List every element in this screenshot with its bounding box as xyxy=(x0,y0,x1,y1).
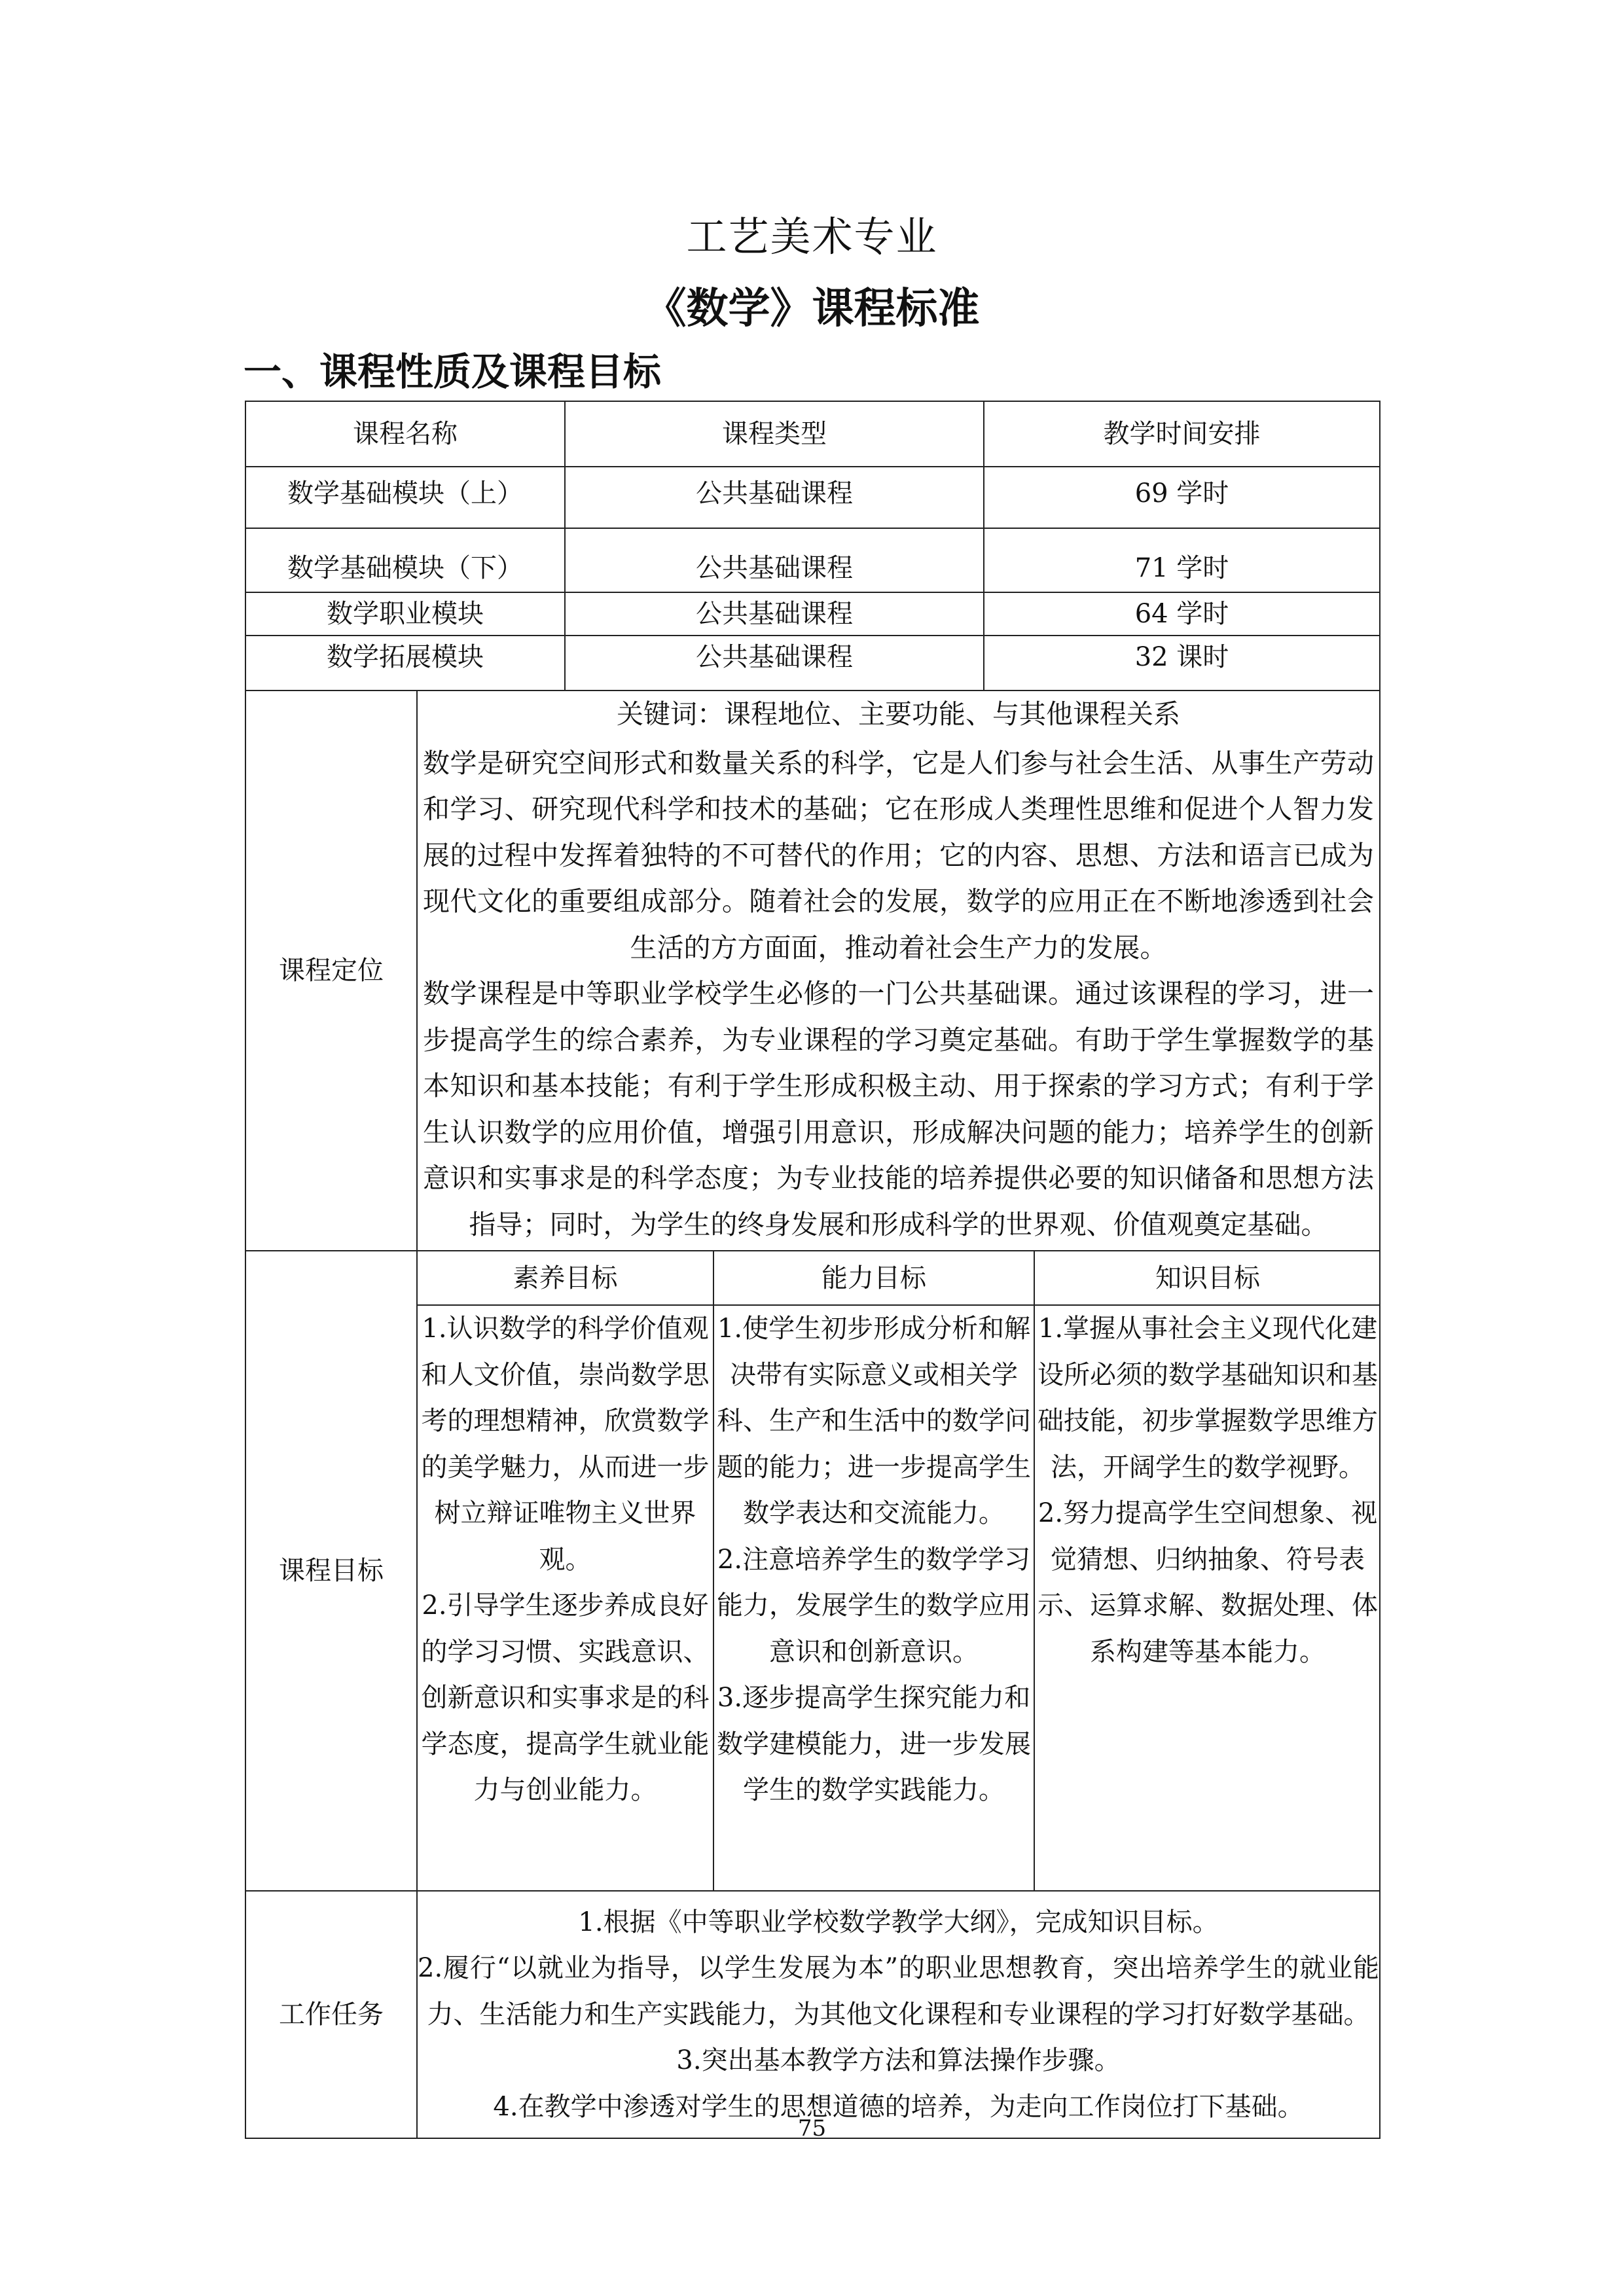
course-name-cell: 数学基础模块（上） xyxy=(245,467,565,528)
document-subtitle: 《数学》课程标准 xyxy=(644,285,980,333)
goals-label: 课程目标 xyxy=(245,1251,417,1891)
goal-item: 2.注意培养学生的数学学习能力，发展学生的数学应用意识和创新意识。 xyxy=(717,1544,1031,1667)
goal-item: 1.认识数学的科学价值观和人文价值，崇尚数学思考的理想精神，欣赏数学的美学魅力，从而进一步树立辩证唯物主义世界观。 xyxy=(421,1314,710,1575)
tasks-label: 工作任务 xyxy=(245,1891,417,2138)
ability-goals xyxy=(713,1305,1034,1890)
positioning-paragraph: 数学课程是中等职业学校学生必修的一门公共基础课。通过该课程的学习，进一步提高学生的综合素养，为专业课程的学习奠定基础。有助于学生掌握数学的基本知识和基本技能；有利于学生形成积极主动、用于探索的学习方式；有利于学生认识数学的应用价值，增强引用意识，形成解决问题的能力；培养学生的创新意识和实事求是的科学态度；为专业技能的培养提供必要的知识储备和思想方法指导；同时，为学生的终身发展和形成科学的世界观、价值观奠定基础。 xyxy=(423,978,1374,1240)
course-type-cell: 公共基础课程 xyxy=(565,467,984,528)
course-hours-cell: 69 学时 xyxy=(984,467,1380,528)
table-row xyxy=(245,528,1380,592)
course-name-cell: 数学基础模块（下） xyxy=(245,528,565,592)
course-hours-cell: 32 课时 xyxy=(984,636,1380,691)
positioning-content xyxy=(417,691,1380,1251)
header-course-type: 课程类型 xyxy=(565,401,984,467)
positioning-keywords: 关键词：课程地位、主要功能、与其他课程关系 xyxy=(617,698,1180,730)
goal-header-ability: 能力目标 xyxy=(713,1251,1034,1305)
course-name-cell: 数学职业模块 xyxy=(245,592,565,636)
table-row xyxy=(245,636,1380,691)
positioning-label: 课程定位 xyxy=(245,691,417,1251)
goal-header-knowledge: 知识目标 xyxy=(1034,1251,1380,1305)
positioning-paragraph: 数学是研究空间形式和数量关系的科学，它是人们参与社会生活、从事生产劳动和学习、研究现代科学和技术的基础；它在形成人类理性思维和促进个人智力发展的过程中发挥着独特的不可替代的作用；它的内容、思想、方法和语言已成为现代文化的重要组成部分。随着社会的发展，数学的应用正在不断地渗透到社会生活的方方面面，推动着社会生产力的发展。 xyxy=(423,747,1374,963)
course-hours-cell: 64 学时 xyxy=(984,592,1380,636)
goal-item: 2.努力提高学生空间想象、视觉猜想、归纳抽象、符号表示、运算求解、数据处理、体系构建等基本能力。 xyxy=(1038,1498,1378,1667)
course-standard-table xyxy=(245,401,1380,2139)
goal-item: 1.掌握从事社会主义现代化建设所必须的数学基础知识和基础技能，初步掌握数学思维方法，开阔学生的数学视野。 xyxy=(1038,1314,1378,1482)
page-number: 75 xyxy=(797,2115,827,2142)
positioning-row xyxy=(245,691,1380,1251)
goals-row xyxy=(245,1251,1380,1891)
header-course-name: 课程名称 xyxy=(245,401,565,467)
goal-header-literacy: 素养目标 xyxy=(418,1251,713,1305)
task-item: 3.突出基本教学方法和算法操作步骤。 xyxy=(676,2045,1121,2076)
document-title: 工艺美术专业 xyxy=(686,213,938,260)
knowledge-goals xyxy=(1034,1305,1380,1890)
goals-table xyxy=(418,1251,1380,1890)
table-row xyxy=(245,467,1380,528)
task-item: 2.履行“以就业为指导，以学生发展为本”的职业思想教育，突出培养学生的就业能力、生活能力和生产实践能力，为其他文化课程和专业课程的学习打好数学基础。 xyxy=(418,1953,1379,2030)
task-item: 4.在教学中渗透对学生的思想道德的培养，为走向工作岗位打下基础。 xyxy=(493,2091,1304,2122)
header-schedule: 教学时间安排 xyxy=(984,401,1380,467)
goals-header-row xyxy=(418,1251,1380,1305)
goals-content-row xyxy=(418,1305,1380,1890)
task-item: 1.根据《中等职业学校数学教学大纲》，完成知识目标。 xyxy=(578,1907,1219,1937)
goal-item: 2.引导学生逐步养成良好的学习习惯、实践意识、创新意识和实事求是的科学态度，提高学生就业能力与创业能力。 xyxy=(421,1590,710,1805)
course-hours-cell: 71 学时 xyxy=(984,528,1380,592)
section-heading: 一、课程性质及课程目标 xyxy=(244,350,662,394)
table-row xyxy=(245,592,1380,636)
tasks-row xyxy=(245,1891,1380,2138)
course-type-cell: 公共基础课程 xyxy=(565,592,984,636)
goal-item: 1.使学生初步形成分析和解决带有实际意义或相关学科、生产和生活中的数学问题的能力；进一步提高学生数学表达和交流能力。 xyxy=(717,1314,1031,1528)
course-type-cell: 公共基础课程 xyxy=(565,636,984,691)
course-name-cell: 数学拓展模块 xyxy=(245,636,565,691)
tasks-content xyxy=(417,1891,1380,2138)
course-type-cell: 公共基础课程 xyxy=(565,528,984,592)
table-header-row xyxy=(245,401,1380,467)
goals-content xyxy=(417,1251,1380,1891)
literacy-goals xyxy=(418,1305,713,1890)
goal-item: 3.逐步提高学生探究能力和数学建模能力，进一步发展学生的数学实践能力。 xyxy=(717,1683,1031,1805)
